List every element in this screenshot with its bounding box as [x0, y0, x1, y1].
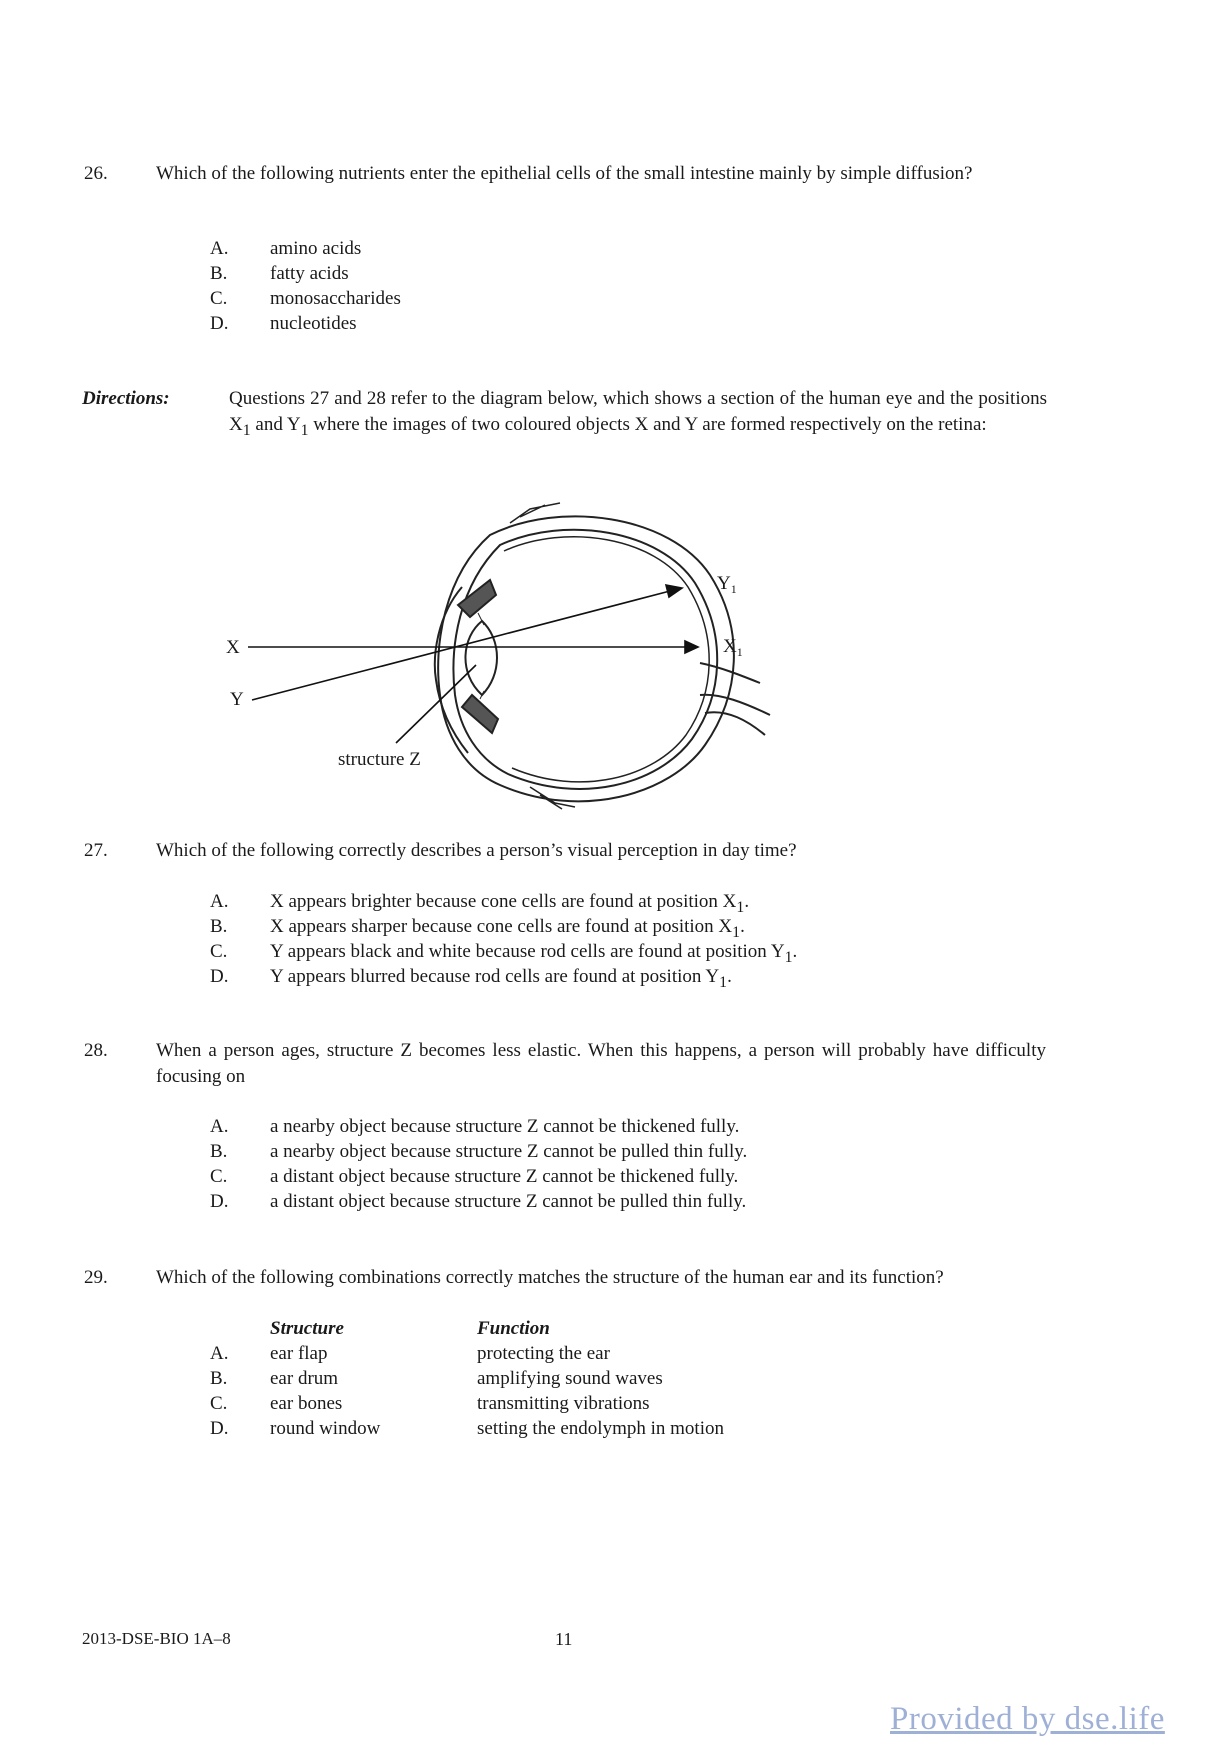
label-x: X	[226, 637, 240, 658]
table-row	[210, 1391, 724, 1416]
question-28-text: When a person ages, structure Z becomes less elastic. When this happens, a person will probably have difficulty focusing on	[156, 1040, 1046, 1087]
option-letter: A.	[210, 1116, 229, 1137]
option-letter: D.	[210, 1418, 229, 1439]
option	[210, 939, 797, 964]
option-text-main: X appears brighter because cone cells are found at position X	[270, 891, 737, 912]
question-26-text: Which of the following nutrients enter the epithelial cells of the small intestine mainly by simple diffusion?	[156, 163, 973, 184]
subscript: 1	[300, 421, 309, 439]
option	[210, 236, 401, 261]
subscript: 1	[784, 948, 793, 966]
option	[210, 311, 401, 336]
label-structure-z: structure Z	[338, 749, 421, 770]
ray-y-arrowhead	[666, 585, 682, 597]
sclera-outer	[438, 516, 734, 801]
option	[210, 1114, 747, 1139]
option-text	[270, 939, 797, 964]
option-letter: B.	[210, 263, 228, 284]
option-letter: B.	[210, 1141, 228, 1162]
option-text-end: .	[792, 941, 798, 962]
option-letter: A.	[210, 1343, 229, 1364]
directions-text-part: and Y	[250, 414, 301, 435]
option-text-end: .	[740, 916, 745, 937]
directions-text-part: Questions 27 and 28 refer to the diagram below, which shows a section of the human eye and the positions X	[229, 388, 1047, 435]
option-text: monosaccharides	[270, 288, 401, 309]
option	[210, 1139, 747, 1164]
option-letter: B.	[210, 916, 228, 937]
option-letter: B.	[210, 1368, 228, 1389]
structure-cell: ear flap	[270, 1343, 328, 1364]
table-row	[210, 1341, 724, 1366]
header-structure: Structure	[270, 1318, 344, 1339]
directions-text	[229, 386, 1047, 444]
option-text	[270, 914, 745, 939]
label-y: Y	[230, 689, 244, 710]
option	[210, 964, 797, 989]
label-x1-main: X	[723, 636, 737, 657]
option-letter: C.	[210, 288, 228, 309]
question-29-number: 29.	[84, 1267, 108, 1288]
cornea	[435, 587, 468, 753]
ray-x-arrowhead	[685, 641, 698, 653]
option-text: amino acids	[270, 238, 362, 259]
option-letter: D.	[210, 1191, 229, 1212]
ciliary-bottom	[462, 695, 498, 733]
label-y1-main: Y	[717, 573, 731, 594]
option	[210, 286, 401, 311]
question-27-number: 27.	[84, 840, 108, 861]
structure-cell: ear bones	[270, 1393, 343, 1414]
subscript: 1	[719, 973, 728, 991]
directions-text-part: where the images of two coloured objects X and Y are formed respectively on the retina:	[308, 414, 987, 435]
option-text: fatty acids	[270, 263, 349, 284]
option-letter: A.	[210, 891, 229, 912]
lens	[465, 621, 497, 695]
option-letter: D.	[210, 313, 229, 334]
subscript: 1	[736, 898, 745, 916]
label-x1	[723, 636, 743, 659]
option	[210, 889, 797, 914]
option-text	[270, 889, 749, 914]
page-number: 11	[555, 1629, 573, 1649]
option-text-main: Y appears black and white because rod cells are found at position Y	[270, 941, 785, 962]
retina	[453, 530, 717, 789]
question-27-text: Which of the following correctly describes a person’s visual perception in day time?	[156, 840, 797, 861]
table-row	[210, 1416, 724, 1441]
function-cell: setting the endolymph in motion	[477, 1418, 724, 1439]
option-text: a distant object because structure Z cannot be thickened fully.	[270, 1166, 739, 1187]
option-letter: C.	[210, 1393, 228, 1414]
option-letter: A.	[210, 238, 229, 259]
ciliary-top	[458, 580, 496, 617]
header-function: Function	[477, 1318, 550, 1339]
eye-diagram	[200, 495, 780, 815]
paper-code: 2013-DSE-BIO 1A–8	[82, 1629, 231, 1648]
option	[210, 261, 401, 286]
muscle-bottom	[530, 787, 575, 809]
label-y1-sub: 1	[730, 582, 737, 596]
option-text: a nearby object because structure Z cannot be pulled thin fully.	[270, 1141, 748, 1162]
function-cell: transmitting vibrations	[477, 1393, 650, 1414]
label-x1-sub: 1	[736, 645, 743, 659]
option	[210, 914, 797, 939]
option-letter: D.	[210, 966, 229, 987]
directions-label: Directions:	[82, 388, 170, 409]
question-26-number: 26.	[84, 163, 108, 184]
question-29-table	[210, 1316, 724, 1441]
option-text-end: .	[744, 891, 750, 912]
table-header	[210, 1316, 724, 1341]
question-29-text: Which of the following combinations correctly matches the structure of the human ear and its function?	[156, 1267, 944, 1288]
structure-cell: round window	[270, 1418, 381, 1439]
option	[210, 1189, 747, 1214]
question-26-options	[210, 236, 401, 336]
option-text-main: Y appears blurred because rod cells are found at position Y	[270, 966, 720, 987]
option-text-end: .	[727, 966, 732, 987]
retina-inner	[504, 537, 709, 782]
function-cell: protecting the ear	[477, 1343, 610, 1364]
question-28-options	[210, 1114, 747, 1214]
label-y1	[717, 573, 737, 596]
option-text: a nearby object because structure Z cannot be thickened fully.	[270, 1116, 740, 1137]
optic-nerve	[700, 663, 770, 735]
function-cell: amplifying sound waves	[477, 1368, 663, 1389]
option	[210, 1164, 747, 1189]
option-text	[270, 964, 732, 989]
option-text-main: X appears sharper because cone cells are found at position X	[270, 916, 733, 937]
option-letter: C.	[210, 941, 228, 962]
question-27-options	[210, 889, 797, 989]
watermark-link[interactable]: Provided by dse.life	[890, 1701, 1165, 1737]
option-text: nucleotides	[270, 313, 357, 334]
table-row	[210, 1366, 724, 1391]
option-text: a distant object because structure Z cannot be pulled thin fully.	[270, 1191, 747, 1212]
subscript: 1	[732, 923, 741, 941]
subscript: 1	[242, 421, 251, 439]
option-letter: C.	[210, 1166, 228, 1187]
structure-cell: ear drum	[270, 1368, 339, 1389]
question-28-number: 28.	[84, 1040, 108, 1061]
